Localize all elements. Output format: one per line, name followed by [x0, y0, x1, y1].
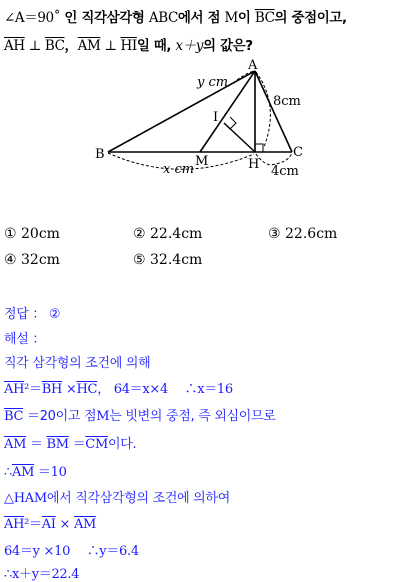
segment-ah: $\overline{AH}$ — [4, 38, 25, 54]
segment-am: $\overline{AM}$ — [73, 517, 97, 532]
label-h: H — [248, 157, 260, 172]
segment-bm: $\overline{BM}$ — [46, 437, 69, 452]
sol-text: ²＝ — [24, 517, 42, 532]
expression: x＋y — [175, 38, 203, 54]
therefore-sign: ∴ — [4, 465, 12, 480]
sol-text: ＝ — [26, 437, 47, 452]
segment-bc: $\overline{BC}$ — [44, 38, 65, 54]
label-a: A — [248, 58, 258, 73]
option-value: 32cm — [21, 252, 60, 268]
option-num: ⑤ — [133, 252, 146, 268]
q-text: 인 직각삼각형 — [60, 10, 149, 26]
label-m: M — [195, 154, 209, 169]
label-c: C — [293, 145, 303, 160]
option-value: 22.4cm — [150, 226, 203, 242]
q-text: 에서 점 — [177, 10, 225, 26]
solution-step-3 — [4, 405, 276, 424]
answer-label: 정답 ： ② — [4, 307, 61, 322]
segment-hi: $\overline{HI}$ — [120, 38, 137, 54]
comma: ， — [64, 38, 78, 54]
segment-am: $\overline{AM}$ — [4, 437, 27, 452]
solution-step-9: ∴x＋y＝22.4 — [4, 567, 80, 582]
solution-step-4 — [4, 433, 136, 452]
option-num: ② — [133, 226, 146, 242]
option-num: ③ — [268, 226, 281, 242]
arc-8cm — [256, 72, 270, 147]
segment-ah: $\overline{AH}$ — [4, 517, 25, 532]
side-ac — [255, 71, 292, 152]
label-4cm: 4cm — [271, 164, 299, 179]
label-8cm: 8cm — [273, 94, 301, 109]
segment-ah: $\overline{AH}$ — [4, 382, 25, 397]
sol-text: 는 빗변의 중점, 즉 외심이므로 — [109, 409, 276, 424]
solution-step-2 — [4, 378, 233, 397]
sol-text: ²＝ — [24, 382, 42, 397]
angle-a: ∠A＝90˚ — [4, 10, 61, 26]
segment-bh: $\overline{BH}$ — [41, 382, 63, 397]
option-num: ④ — [4, 252, 17, 268]
solution-step-7 — [4, 513, 96, 532]
option-1[interactable] — [4, 226, 60, 242]
q-text: 이 — [237, 10, 255, 26]
option-3[interactable] — [268, 226, 337, 242]
q-text: 일 때, — [136, 38, 176, 54]
label-i: I — [213, 110, 219, 125]
perp: ⊥ — [100, 38, 121, 54]
right-angle-i — [224, 117, 236, 129]
perp: ⊥ — [24, 38, 45, 54]
point-m: M — [96, 409, 110, 424]
sol-text: ＝10 — [34, 465, 67, 480]
right-angle-h — [255, 144, 263, 152]
segment-ai: $\overline{AI}$ — [41, 517, 56, 532]
option-2[interactable] — [133, 226, 202, 242]
segment-bc: $\overline{BC}$ — [254, 10, 275, 26]
label-b: B — [95, 147, 105, 162]
q-text: 의 중점이고, — [274, 10, 347, 26]
sol-text: ＝20이고 점 — [23, 409, 97, 424]
q-text: 의 값은? — [203, 38, 253, 54]
solution-step-8: 64＝y ×10 ∴y＝6.4 — [4, 544, 139, 559]
label-xcm: x cm — [163, 162, 195, 177]
sol-text: 이다. — [107, 437, 137, 452]
option-value: 32.4cm — [150, 252, 203, 268]
question-line-2 — [4, 34, 253, 54]
segment-am: $\overline{AM}$ — [77, 38, 101, 54]
segment-bc: $\overline{BC}$ — [4, 409, 24, 424]
triangle-abc: ABC — [148, 10, 178, 26]
segment-am: $\overline{AM}$ — [11, 465, 35, 480]
sol-text: × — [62, 382, 77, 397]
solution-step-6 — [4, 487, 230, 506]
sol-text: ＝ — [68, 437, 86, 452]
option-num: ① — [4, 226, 17, 242]
side-ab — [108, 71, 255, 152]
segment-cm: $\overline{CM}$ — [85, 437, 108, 452]
option-5[interactable] — [133, 252, 202, 268]
solution-step-1: 직각 삼각형의 조건에 의해 — [4, 356, 151, 371]
triangle-ham: △HAM — [4, 491, 47, 506]
solution-step-5 — [4, 461, 67, 480]
point-m: M — [224, 10, 238, 26]
option-4[interactable] — [4, 252, 60, 268]
triangle-figure — [0, 55, 400, 185]
sol-text: 에서 직각삼각형의 조건에 의하여 — [46, 491, 230, 506]
option-value: 20cm — [21, 226, 60, 242]
question-line-1 — [4, 6, 347, 26]
solution-label: 해설 ： — [4, 332, 46, 347]
sol-text: ， 64＝x×4 ∴x＝16 — [97, 382, 233, 397]
segment-hc: $\overline{HC}$ — [76, 382, 98, 397]
sol-text: × — [55, 517, 74, 532]
option-value: 22.6cm — [285, 226, 338, 242]
label-ycm: y cm — [197, 75, 229, 90]
